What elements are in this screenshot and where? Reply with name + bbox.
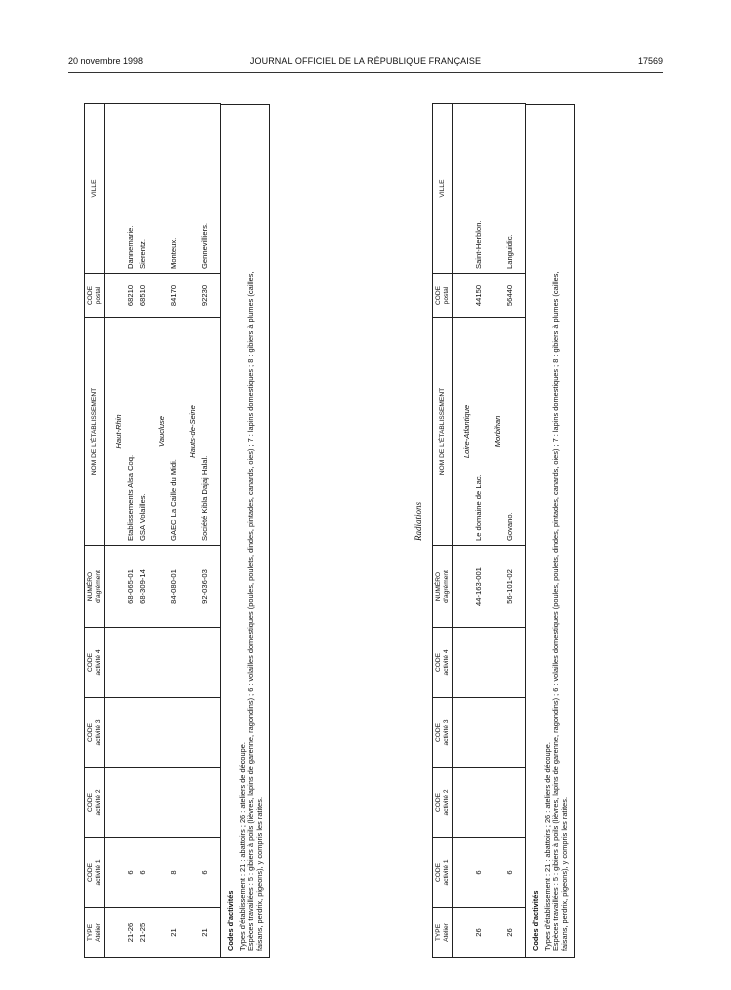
page-header — [68, 56, 663, 70]
col-code-activite-3: CODE activité 3 — [433, 698, 453, 768]
notes-title: Codes d'activités — [226, 890, 235, 951]
col-code-activite-1: CODE activité 1 — [85, 838, 105, 908]
table-row — [210, 104, 221, 958]
table-row: 21 8 84-080-01 GAEC La Caille du Midi. 84170 Monteux. — [167, 104, 179, 958]
header-title: JOURNAL OFFICIEL DE LA RÉPUBLIQUE FRANÇAISE — [249, 56, 482, 66]
radiations-block — [432, 104, 662, 958]
col-nom: NOM DE L'ÉTABLISSEMENT — [85, 318, 105, 546]
col-numero: NUMÉRO d'agrément — [85, 546, 105, 628]
header-page-number: 17569 — [637, 56, 663, 66]
col-code-activite-1: CODE activité 1 — [433, 838, 453, 908]
notes-line: Espèces travaillées : 5 : gibiers à poils (lièvres, lapins de garenne, ragondins) ; 6 : volailles domestiques (poules, poulets, dindes, pintades, canards, oies) ; 7 : lapins domestiques ; 8 : gibiers à plumes (cailles, — [246, 271, 256, 951]
notes-line: Types d'établissement : 21 : abattoirs ; 26 : ateliers de découpe. — [542, 742, 552, 951]
table-row — [148, 104, 167, 958]
department-heading: Loire-Atlantique — [453, 318, 473, 546]
col-ville: VILLE — [433, 104, 453, 274]
header-rule — [68, 72, 663, 73]
agreements-block — [84, 104, 361, 958]
notes-line: faisans, perdrix, pigeons), y compris les ratites. — [254, 796, 264, 951]
table-row: 26 6 56-101-02 Govano. 56440 Languidic. — [503, 104, 515, 958]
table-row: 21 6 92-036-03 Société Kibla Dajaj Halal. 92230 Gennevilliers. — [198, 104, 210, 958]
table-row — [179, 104, 198, 958]
department-heading: Morbihan — [484, 318, 503, 546]
col-code-postal: CODE postal — [433, 274, 453, 318]
radiations-caption: Radiations — [413, 501, 423, 541]
table-row: 21-25 6 68-309-14 GSA Volailles. 68510 Sierentz. — [136, 104, 148, 958]
col-code-activite-3: CODE activité 3 — [85, 698, 105, 768]
table-row: 21-26 6 68-065-01 Etablissements Alsa Coq. 68210 Dannemarie. — [124, 104, 136, 958]
col-code-postal: CODE postal — [85, 274, 105, 318]
notes-line: faisans, perdrix, pigeons), y compris les ratites. — [559, 796, 569, 951]
department-heading: Haut-Rhin — [105, 318, 125, 546]
col-code-activite-2: CODE activité 2 — [85, 768, 105, 838]
table-row — [515, 104, 526, 958]
table-row: 26 6 44-163-001 Le domaine de Lac. 44150 Saint-Herblon. — [472, 104, 484, 958]
notes-line: Espèces travaillées : 5 : gibiers à poils (lièvres, lapins de garenne, ragondins) ; 6 : volailles domestiques (poules, poulets, dindes, pintades, canards, oies) ; 7 : lapins domestiques ; 8 : gibiers à plumes (cailles, — [551, 271, 561, 951]
col-code-activite-4: CODE activité 4 — [433, 628, 453, 698]
notes-line: Types d'établissement : 21 : abattoirs ; 26 : ateliers de découpe. — [237, 742, 247, 951]
notes-title: Codes d'activités — [531, 890, 540, 951]
activity-codes-notes — [526, 104, 575, 958]
table-row — [484, 104, 503, 958]
table-row — [453, 104, 473, 958]
col-nom: NOM DE L'ÉTABLISSEMENT — [433, 318, 453, 546]
radiations-table — [432, 103, 526, 958]
col-ville: VILLE — [85, 104, 105, 274]
table-row — [105, 104, 125, 958]
col-code-activite-2: CODE activité 2 — [433, 768, 453, 838]
col-type: TYPE Atelier — [85, 908, 105, 958]
department-heading: Vaucluse — [148, 318, 167, 546]
header-date: 20 novembre 1998 — [68, 56, 144, 66]
agreements-table — [84, 103, 221, 958]
activity-codes-notes — [221, 104, 270, 958]
col-type: TYPE Atelier — [433, 908, 453, 958]
col-numero: NUMÉRO d'agrément — [433, 546, 453, 628]
col-code-activite-4: CODE activité 4 — [85, 628, 105, 698]
department-heading: Hauts-de-Seine — [179, 318, 198, 546]
